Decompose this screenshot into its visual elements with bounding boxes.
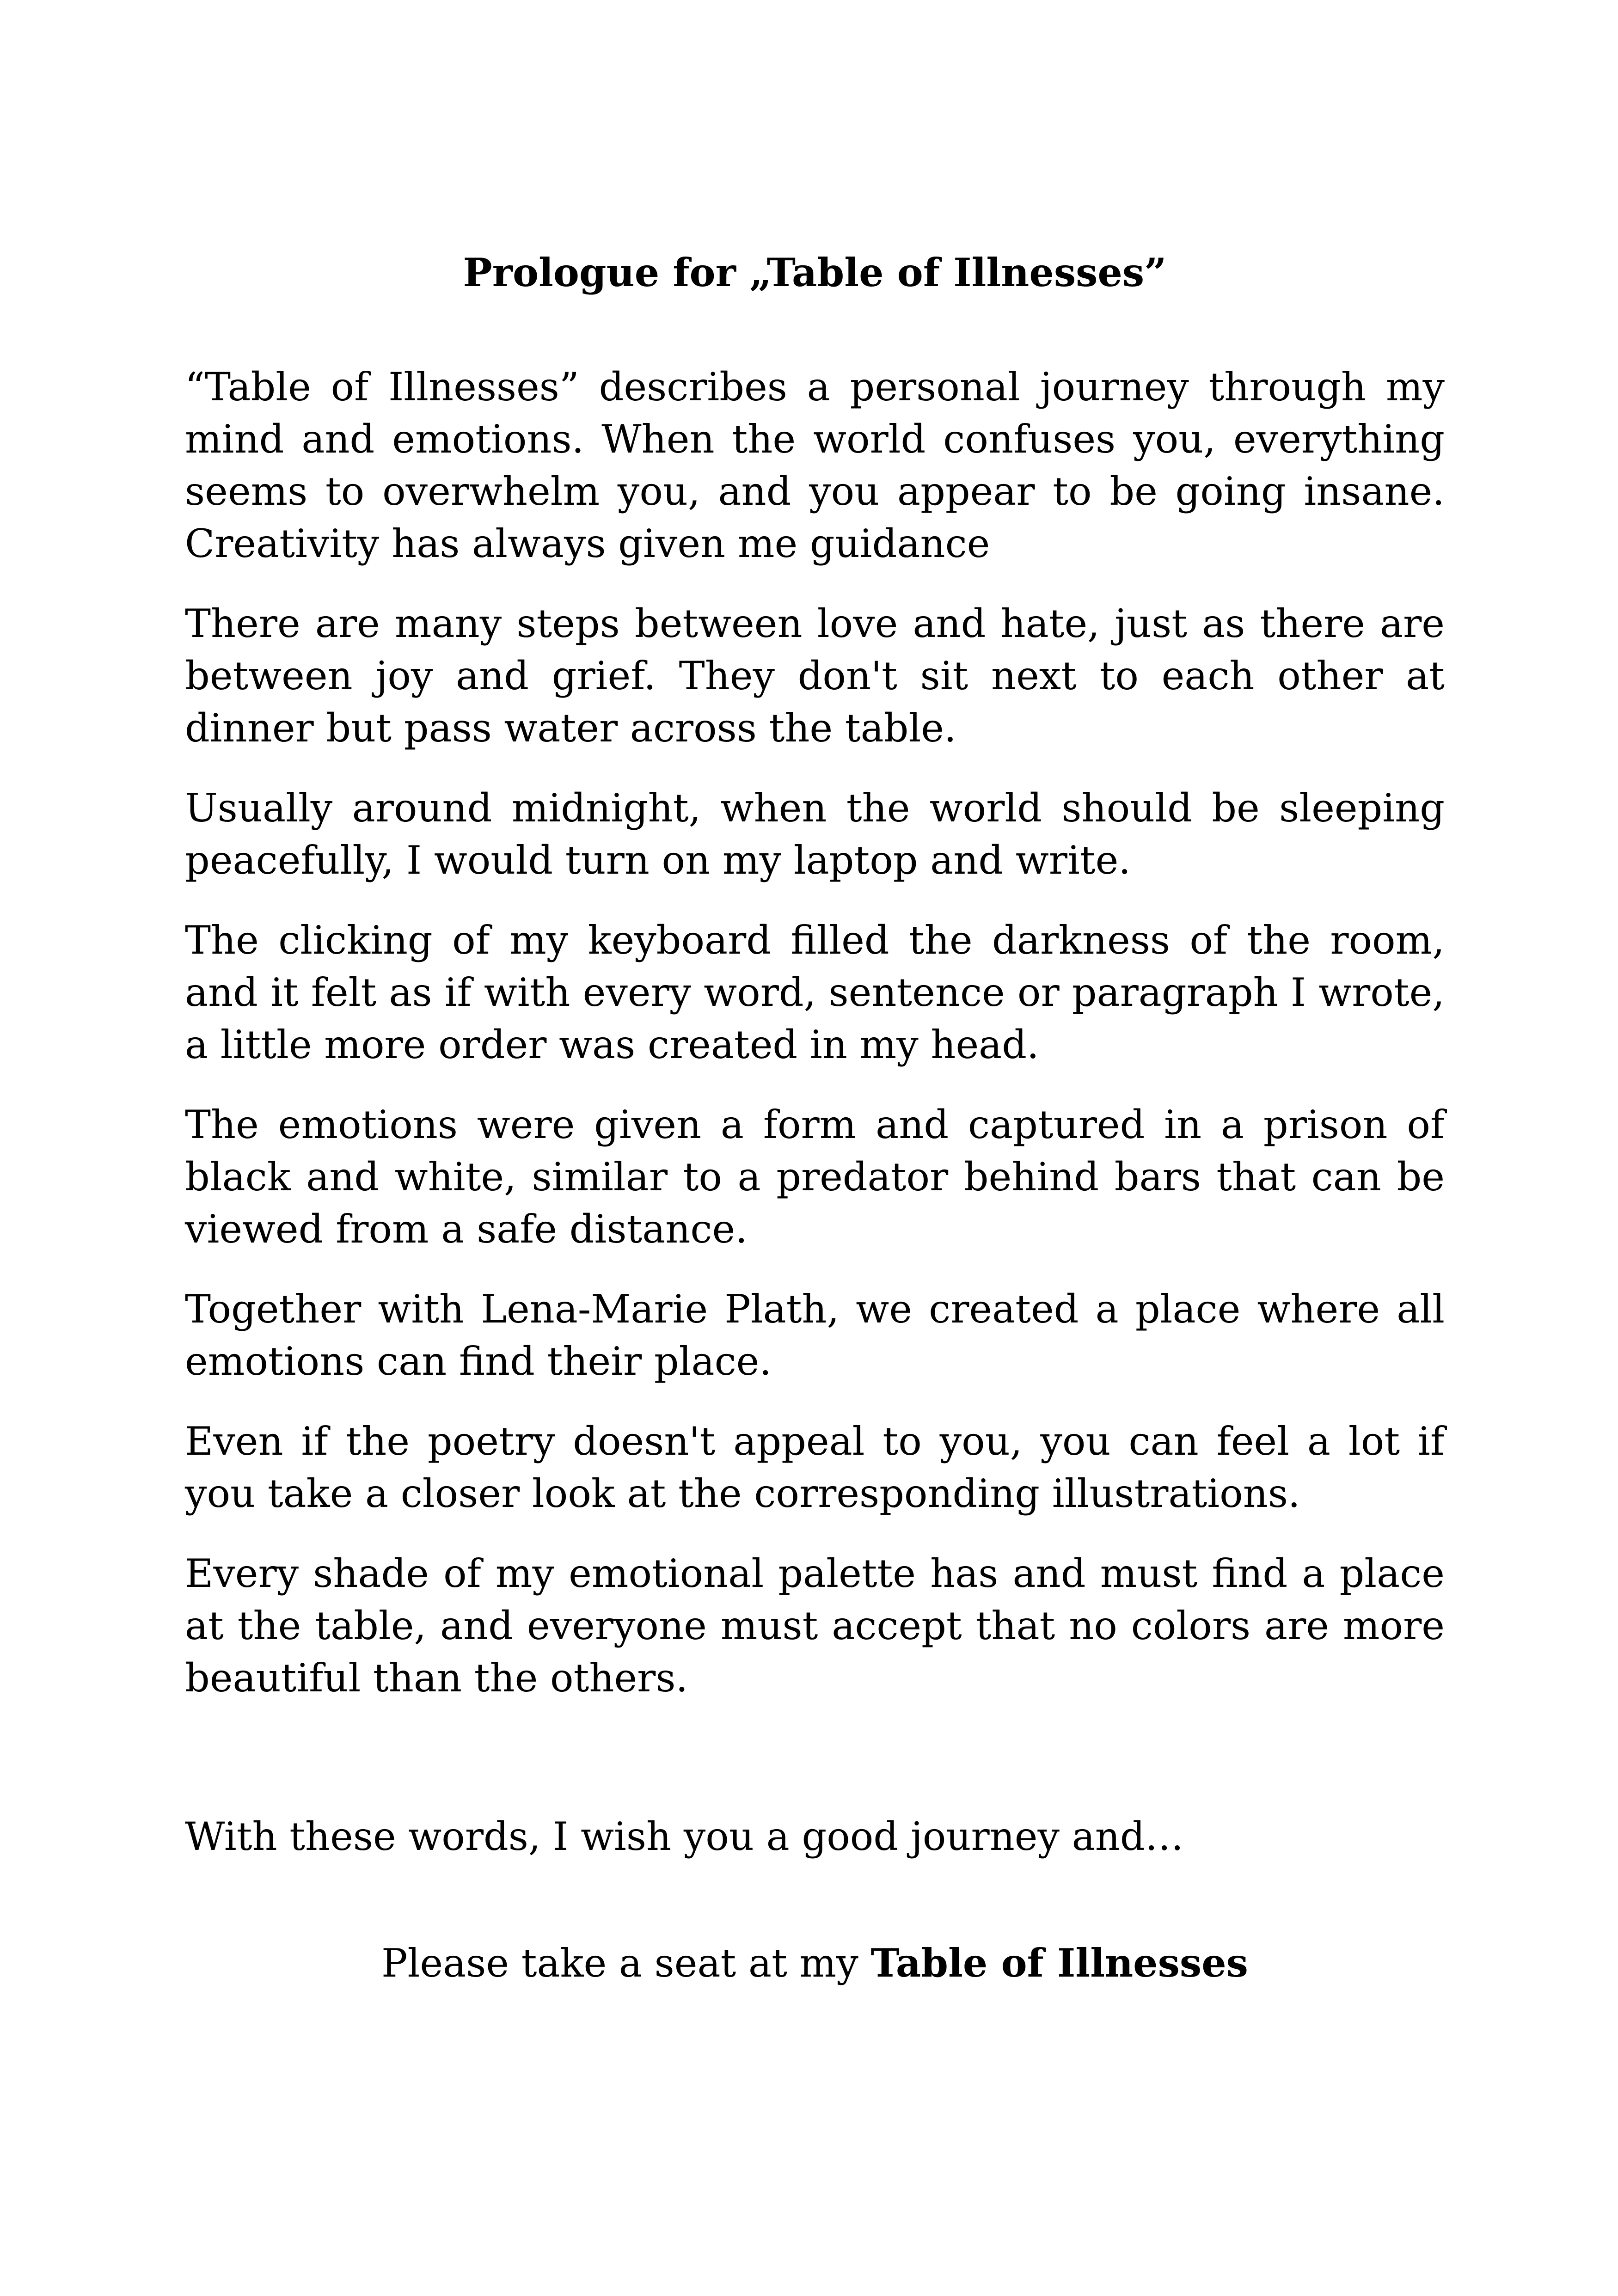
paragraph-2: There are many steps between love and hate, just as there are between joy and grief. They don't sit next to each other at dinner but pass water across the table. (185, 600, 1445, 751)
prologue-body (185, 361, 1445, 1704)
document-content (185, 250, 1445, 1990)
signoff-book-title: Table of Illnesses (870, 1940, 1248, 1986)
paragraph-5: The emotions were given a form and captured in a prison of black and white, similar to a predator behind bars that can be viewed from a safe distance. (185, 1102, 1445, 1252)
signoff-prefix: Please take a seat at my (381, 1940, 871, 1986)
paragraph-7: Even if the poetry doesn't appeal to you, you can feel a lot if you take a closer look at the corresponding illustrations. (185, 1418, 1445, 1516)
paragraph-1: “Table of Illnesses” describes a personal journey through my mind and emotions. When the world confuses you, everything seems to overwhelm you, and you appear to be going insane. Creativity has always given me guidance (185, 364, 1445, 566)
closing-line: With these words, I wish you a good journey and… (185, 1813, 1184, 1859)
paragraph-3: Usually around midnight, when the world should be sleeping peacefully, I would turn on my laptop and write. (185, 785, 1445, 883)
signoff-line (185, 1937, 1445, 1990)
page-title: Prologue for „Table of Illnesses” (463, 250, 1167, 295)
paragraph-8: Every shade of my emotional palette has and must find a place at the table, and everyone must accept that no colors are more beautiful than the others. (185, 1550, 1445, 1701)
paragraph-6: Together with Lena-Marie Plath, we created a place where all emotions can find their place. (185, 1286, 1445, 1384)
paragraph-4: The clicking of my keyboard filled the darkness of the room, and it felt as if with every word, sentence or paragraph I wrote, a little more order was created in my head. (185, 917, 1445, 1067)
